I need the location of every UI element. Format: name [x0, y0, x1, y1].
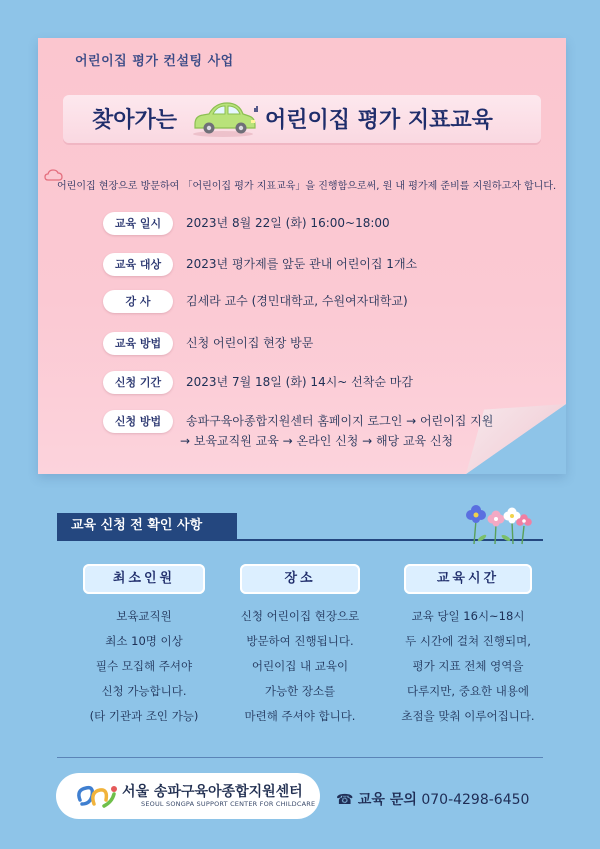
col-line: 신청 어린이집 현장으로 [240, 609, 360, 623]
intro-text: 어린이집 현장으로 방문하여 「어린이집 평가 지표교육」을 진행함으로써, 원 내 평가제 준비를 지원하고자 합니다. [57, 181, 557, 192]
label-apply-period: 신청 기간 [103, 371, 173, 394]
label-edu-target: 교육 대상 [103, 253, 173, 276]
check-section-title: 교육 신청 전 확인 사항 [57, 513, 237, 539]
col-text-edu-time [383, 604, 553, 729]
col-text-min-people [64, 604, 224, 729]
org-logo-icon [74, 780, 120, 812]
value-instructor: 김세라 교수 (경민대학교, 수원여자대학교) [186, 294, 408, 308]
label-edu-method: 교육 방법 [103, 332, 173, 355]
title-right: 어린이집 평가 지표교육 [265, 108, 493, 133]
col-line: 초점을 맞춰 이루어집니다. [401, 709, 535, 723]
col-line: 평가 지표 전체 영역을 [412, 659, 524, 673]
label-instructor: 강 사 [103, 290, 173, 313]
org-sub: SEOUL SONGPA SUPPORT CENTER FOR CHILDCARE [141, 800, 316, 808]
col-line: (타 기관과 조인 가능) [89, 709, 199, 723]
col-title-edu-time: 교육시간 [404, 564, 532, 594]
title-left: 찾아가는 [92, 108, 178, 133]
col-line: 교육 당일 16시~18시 [411, 609, 525, 623]
col-line: 필수 모집해 주셔야 [95, 659, 193, 673]
contact-info [336, 789, 529, 809]
project-subtitle: 어린이집 평가 컨설팅 사업 [75, 54, 234, 69]
col-title-min-people: 최소인원 [83, 564, 205, 594]
label-apply-method: 신청 방법 [103, 410, 173, 433]
contact-label: 교육 문의 [357, 792, 417, 808]
col-line: 최소 10명 이상 [105, 634, 183, 648]
col-line: 신청 가능합니다. [101, 684, 187, 698]
flowers-icon [462, 498, 534, 548]
col-line: 두 시간에 걸쳐 진행되며, [405, 634, 531, 648]
col-line: 가능한 장소를 [264, 684, 336, 698]
org-name: 서울 송파구육아종합지원센터 [122, 784, 303, 800]
car-icon [187, 94, 259, 140]
footer-divider [57, 757, 543, 758]
col-line: 보육교직원 [116, 609, 172, 623]
value-edu-target: 2023년 평가제를 앞둔 관내 어린이집 1개소 [186, 257, 418, 271]
col-text-place [215, 604, 385, 729]
label-edu-date: 교육 일시 [103, 212, 173, 235]
col-title-place: 장소 [240, 564, 360, 594]
contact-number: 070-4298-6450 [421, 792, 530, 808]
col-line: 마련해 주셔야 합니다. [244, 709, 356, 723]
value-apply-method-line1: 송파구육아종합지원센터 홈페이지 로그인 → 어린이집 지원 [186, 414, 494, 428]
col-line: 방문하여 진행됩니다. [246, 634, 354, 648]
col-line: 다루지만, 중요한 내용에 [406, 684, 530, 698]
value-edu-method: 신청 어린이집 현장 방문 [186, 336, 314, 350]
phone-icon: ☎ [336, 792, 354, 808]
value-apply-method-line2: → 보육교직원 교육 → 온라인 신청 → 해당 교육 신청 [180, 434, 454, 448]
value-edu-date: 2023년 8월 22일 (화) 16:00~18:00 [186, 216, 390, 230]
col-line: 어린이집 내 교육이 [251, 659, 349, 673]
value-apply-period: 2023년 7월 18일 (화) 14시~ 선착순 마감 [186, 375, 413, 389]
